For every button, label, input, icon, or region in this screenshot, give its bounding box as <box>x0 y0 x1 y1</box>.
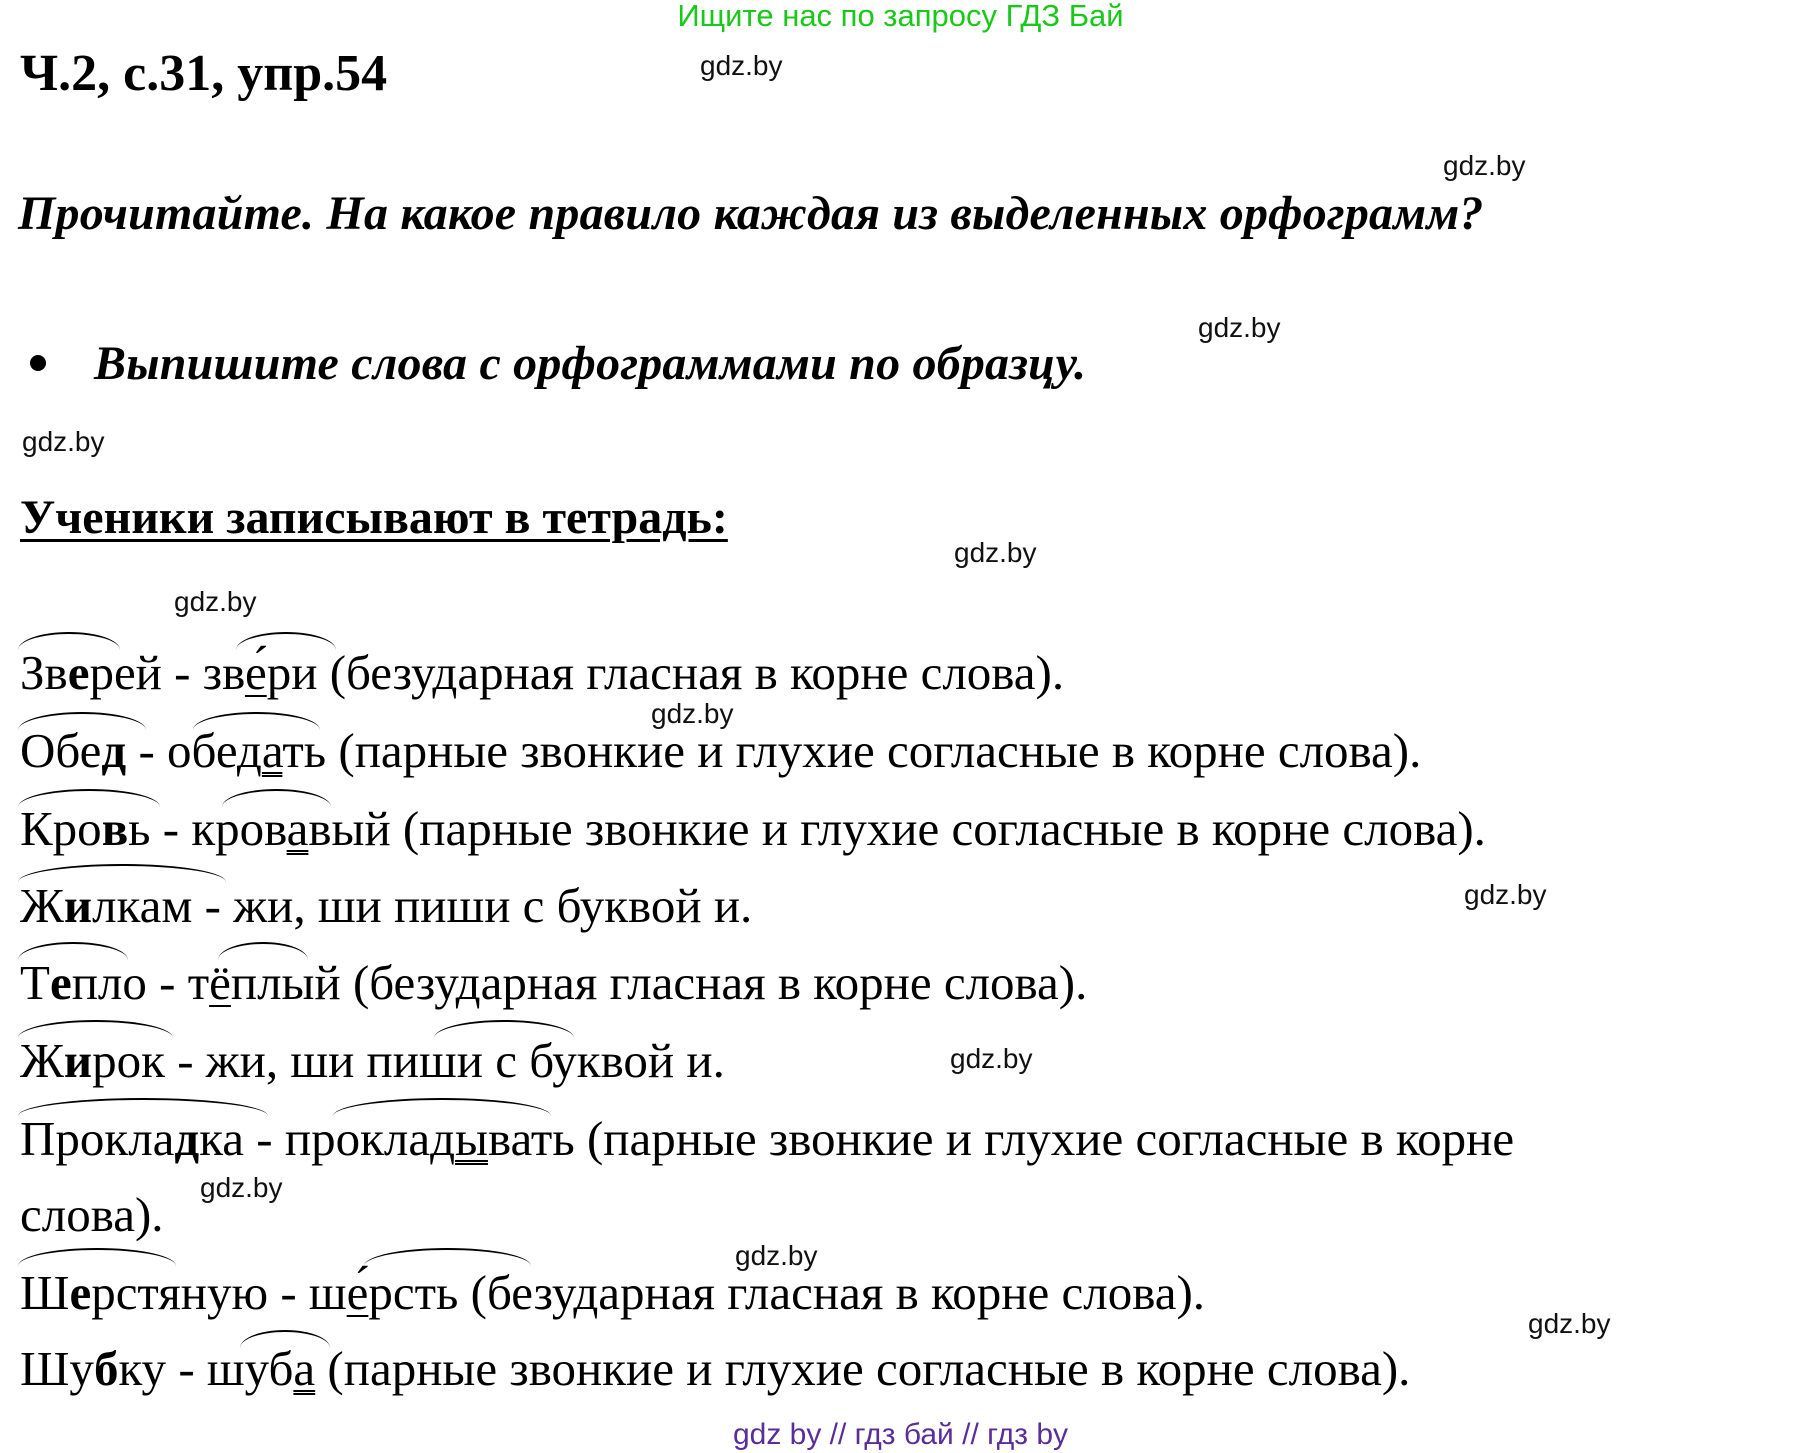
check-word: зве́ри <box>202 645 318 700</box>
answer-line-5: Тепло - тёплый (безударная гласная в корне слова). <box>20 955 1088 1010</box>
answer-line-2: Обед - обедать (парные звонкие и глухие согласные в корне слова). <box>20 723 1422 778</box>
watermark: gdz.by <box>1528 1308 1611 1339</box>
watermark: gdz.by <box>700 50 783 81</box>
watermark: gdz.by <box>22 426 105 457</box>
watermark: gdz.by <box>651 698 734 729</box>
subheading: Ученики записывают в тетрадь: <box>20 491 728 544</box>
task-line-2: Выпишите слова с орфограммами по образцу. <box>94 337 1087 390</box>
word-1: Кровь <box>20 801 151 856</box>
check-word: тёплый <box>187 955 341 1010</box>
bullet-dot <box>30 355 46 371</box>
word-1: Зверей <box>20 645 162 700</box>
word-1: Тепло <box>20 955 147 1010</box>
exercise-heading: Ч.2, с.31, упр.54 <box>20 45 388 102</box>
check-word: ше́рсть <box>308 1265 459 1320</box>
watermark: gdz.by <box>1443 150 1526 181</box>
word-1: Жилкам <box>20 878 193 933</box>
check-word: кровавый <box>191 801 391 856</box>
watermark: gdz.by <box>174 586 257 617</box>
watermark: gdz.by <box>735 1240 818 1271</box>
answer-line-8: Шерстяную - ше́рсть (безударная гласная в корне слова). <box>20 1265 1206 1320</box>
footer-links[interactable]: gdz by // гдз бай // гдз by <box>732 1418 1069 1451</box>
answer-line-6: Жирок - жи, ши пиши с буквой и. <box>20 1033 725 1088</box>
check-word: обедать <box>167 723 327 778</box>
answer-line-9: Шубку - шуба (парные звонкие и глухие согласные в корне слова). <box>20 1341 1411 1396</box>
word-1: Жирок <box>20 1033 165 1088</box>
answer-line-1: Зверей - зве́ри (безударная гласная в корне слова). <box>20 645 1065 700</box>
task-line-1: Прочитайте. На какое правило каждая из выделенных орфограмм? <box>18 187 1484 240</box>
answer-line-7: Прокладка - прокладывать (парные звонкие и глухие согласные в корне <box>20 1111 1515 1166</box>
watermark: gdz.by <box>1198 312 1281 343</box>
answer-line-4: Жилкам - жи, ши пиши с буквой и. <box>20 878 753 933</box>
word-1: Шерстяную <box>20 1265 269 1320</box>
word-1: Обед <box>20 723 127 778</box>
watermark: gdz.by <box>954 537 1037 568</box>
word-1: Прокладка <box>20 1111 245 1166</box>
top-banner[interactable]: Ищите нас по запросу ГДЗ Бай <box>677 0 1124 33</box>
check-word: шуба <box>206 1341 316 1396</box>
answer-line-7-continued: слова). <box>20 1187 164 1242</box>
answer-line-3: Кровь - кровавый (парные звонкие и глухие согласные в корне слова). <box>20 801 1486 856</box>
check-word: прокладывать <box>284 1111 575 1166</box>
watermark: gdz.by <box>950 1043 1033 1074</box>
word-1: Шубку <box>20 1341 167 1396</box>
watermark: gdz.by <box>200 1172 283 1203</box>
watermark: gdz.by <box>1464 879 1547 910</box>
